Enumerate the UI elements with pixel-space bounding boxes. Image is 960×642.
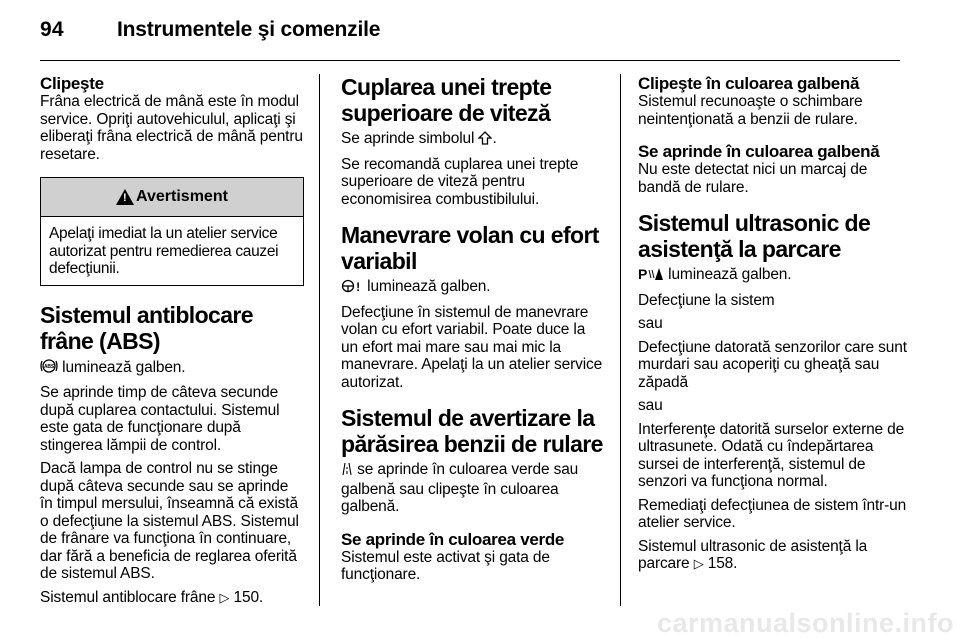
paragraph: Sistemul este activat şi gata de funcţionare. [341, 548, 550, 583]
page-number: 94 [40, 18, 64, 41]
lane-departure-icon [341, 462, 353, 481]
header-rule [40, 60, 900, 61]
column-2 [341, 74, 606, 590]
paragraph: Se aprinde simbolul . [341, 130, 606, 150]
paragraph: Se aprinde timp de câteva secunde după cuplarea contactului. Sistemul este gata de funcţionare după stingerea lămpii de control. [40, 384, 280, 454]
page-reference-icon: ▷ [219, 589, 230, 605]
warning-text: Apelaţi imediat la un atelier service autorizat pentru remedierea cauzei defecţiunii. [49, 225, 279, 277]
paragraph [638, 266, 908, 286]
lane-departure-text: se aprinde în culoarea verde sau galbenă sau clipeşte în culoarea galbenă. [341, 461, 579, 515]
column-3 [638, 74, 908, 579]
paragraph: Defecţiune în sistemul de manevrare volan cu efort variabil. Poate duce la un efort mai mare sau mai mic la manevrare. Apelaţi la un atelier service autorizat. [341, 303, 603, 391]
paragraph: Remediaţi defecţiunea de sistem într-un atelier service. [638, 496, 907, 531]
abs-reference-text: Sistemul antiblocare frâne [40, 588, 216, 606]
abs-lamp-icon [40, 358, 58, 379]
watermark: carmanualsonline.info [656, 608, 954, 638]
heading-parking-assist: Sistemul ultrasonic de asistenţă la parcare [638, 210, 871, 262]
steering-icon-label: ! [356, 280, 360, 293]
heading-green: Se aprinde în culoarea verde [341, 529, 565, 549]
heading-steering: Manevrare volan cu efort variabil [341, 222, 599, 274]
page-title: Instrumentele şi comenzile [117, 18, 381, 41]
abs-lamp-text: luminează galben. [62, 358, 186, 376]
paragraph: Frâna electrică de mână este în modul service. Opriţi autovehiculul, aplicaţi şi eliberaţi frâna electrică de mână pentru resetare. [40, 93, 303, 163]
paragraph [638, 538, 908, 573]
warning-header [41, 178, 303, 217]
column-divider-2 [620, 74, 621, 606]
parking-reference-text: Sistemul ultrasonic de asistenţă la parcare [638, 537, 868, 572]
parking-assist-icon [638, 267, 664, 286]
paragraph: Nu este detectat nici un marcaj de bandă de rulare. [638, 161, 868, 196]
heading-blink-yellow: Clipeşte în culoarea galbenă [638, 74, 860, 93]
heading-yellow: Se aprinde în culoarea galbenă [638, 142, 880, 161]
parking-icon-label: P [638, 267, 648, 281]
paragraph [40, 589, 304, 607]
warning-title: Avertisment [136, 188, 228, 205]
parking-lamp-text: luminează galben. [668, 266, 792, 283]
paragraph: Interferenţe datorită surselor externe de ultrasunete. Odată cu îndepărtarea sursei de interferenţă, sistemul de senzori va funcţiona normal. [638, 420, 905, 490]
steering-lamp-text: luminează galben. [367, 278, 491, 295]
warning-triangle-icon [116, 189, 134, 205]
abs-reference-page[interactable]: 150. [233, 588, 264, 606]
steering-wheel-icon [341, 279, 363, 298]
warning-box [40, 177, 304, 286]
upshift-text: Se aprinde simbolul [341, 130, 475, 147]
paragraph: Sistemul recunoaşte o schimbare neintenţionată a benzii de rulare. [638, 93, 863, 128]
paragraph [40, 358, 304, 379]
paragraph [341, 278, 606, 298]
paragraph: Dacă lampa de control nu se stinge după câteva secunde sau se aprinde în timpul mersului, înseamnă că există o defecţiune la sistemul ABS. Sistemul de frânare va funcţiona în continuare, dar fără a beneficia de reglarea oferită de sistemul ABS. [40, 460, 299, 582]
paragraph: Se recomandă cuplarea unei trepte superioare de viteză pentru economisirea combustibilului. [341, 155, 579, 208]
upshift-arrow-icon [478, 131, 492, 150]
paragraph: sau [638, 315, 663, 332]
heading-lane-departure: Sistemul de avertizare la părăsirea benzii de rulare [341, 405, 603, 457]
heading-abs: Sistemul antiblocare frâne (ABS) [40, 301, 253, 354]
heading-upshift: Cuplarea unei trepte superioare de viteză [341, 74, 552, 126]
heading-clipeste: Clipeşte [40, 74, 104, 93]
abs-icon-label: ABS [43, 363, 55, 370]
column-divider-1 [319, 74, 320, 606]
parking-reference-page[interactable]: 158. [707, 555, 738, 572]
column-1 [40, 74, 304, 612]
page-reference-icon: ▷ [693, 556, 704, 571]
paragraph: sau [638, 397, 663, 414]
paragraph [341, 461, 606, 516]
paragraph: Defecţiune datorată senzorilor care sunt murdari sau acoperiţi cu gheaţă sau zăpadă [638, 338, 907, 391]
paragraph: Defecţiune la sistem [638, 291, 775, 309]
